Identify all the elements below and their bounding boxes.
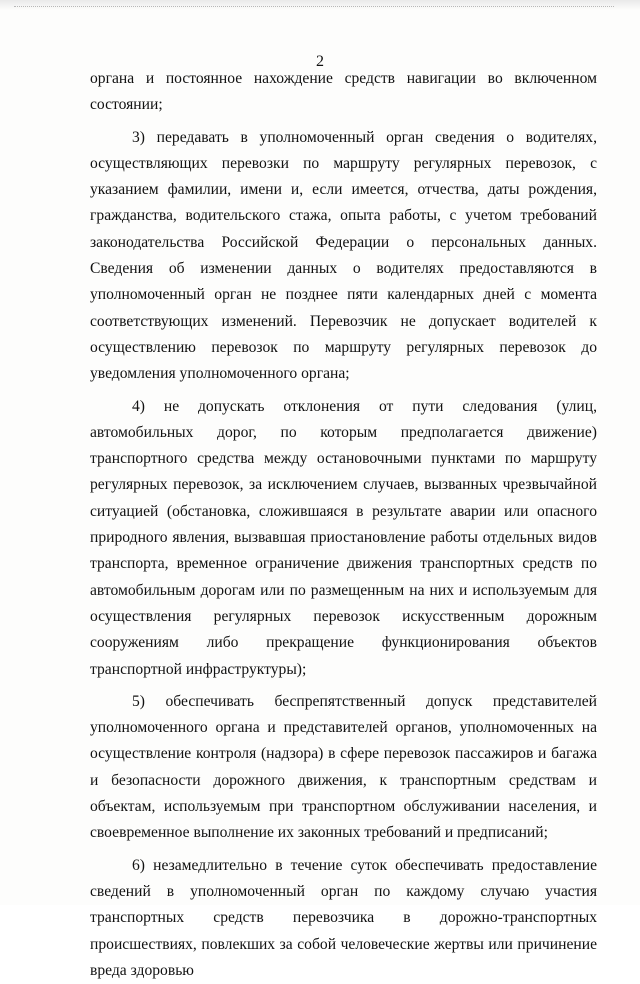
paragraph-item-5: 5) обеспечивать беспрепятственный допуск представителей уполномоченного органа и представителей органов, уполномоченных на осуществление контроля (надзора) в сфере перевозок пассажиров и багажа и безопасности дорожного движения, к транспортным средствам и объектам, используемым при транспортном обслуживании населения, и своевременное выполнение их законных требований и предписаний;: [90, 692, 597, 842]
scan-artifact-line: [14, 6, 614, 11]
page-number: 2: [316, 53, 324, 70]
document-body: [90, 66, 597, 984]
paragraph-item-3: 3) передавать в уполномоченный орган сведения о водителях, осуществляющих перевозки по маршруту регулярных перевозок, с указанием фамилии, имени и, если имеется, отчества, даты рождения, гражданства, водительского стажа, опыта работы, с учетом требований законодательства Российской Федерации о персональных данных. Сведения об изменении данных о водителях предоставляются в уполномоченный орган не позднее пяти календарных дней с момента соответствующих изменений. Перевозчик не допускает водителей к осуществлению перевозок по маршруту регулярных перевозок до уведомления уполномоченного органа;: [90, 128, 597, 383]
paragraph-item-6: 6) незамедлительно в течение суток обеспечивать предоставление сведений в уполномоченный орган по каждому случаю участия транспортных средств перевозчика в дорожно-транспортных происшествиях, повлекших за собой человеческие жертвы или причинение вреда здоровью: [90, 856, 597, 979]
paragraph-item-4: 4) не допускать отклонения от пути следования (улиц, автомобильных дорог, по которым предполагается движение) транспортного средства между остановочными пунктами по маршруту регулярных перевозок, за исключением случаев, вызванных чрезвычайной ситуацией (обстановка, сложившаяся в результате аварии или опасного природного явления, вызвавшая приостановление работы отдельных видов транспорта, временное ограничение движения транспортных средств по автомобильным дорогам или по размещенным на них и используемым для осуществления регулярных перевозок искусственным дорожным сооружениям либо прекращение функционирования объектов транспортной инфраструктуры);: [90, 397, 597, 678]
paragraph-continuation: органа и постоянное нахождение средств навигации во включенном состоянии;: [90, 70, 597, 114]
